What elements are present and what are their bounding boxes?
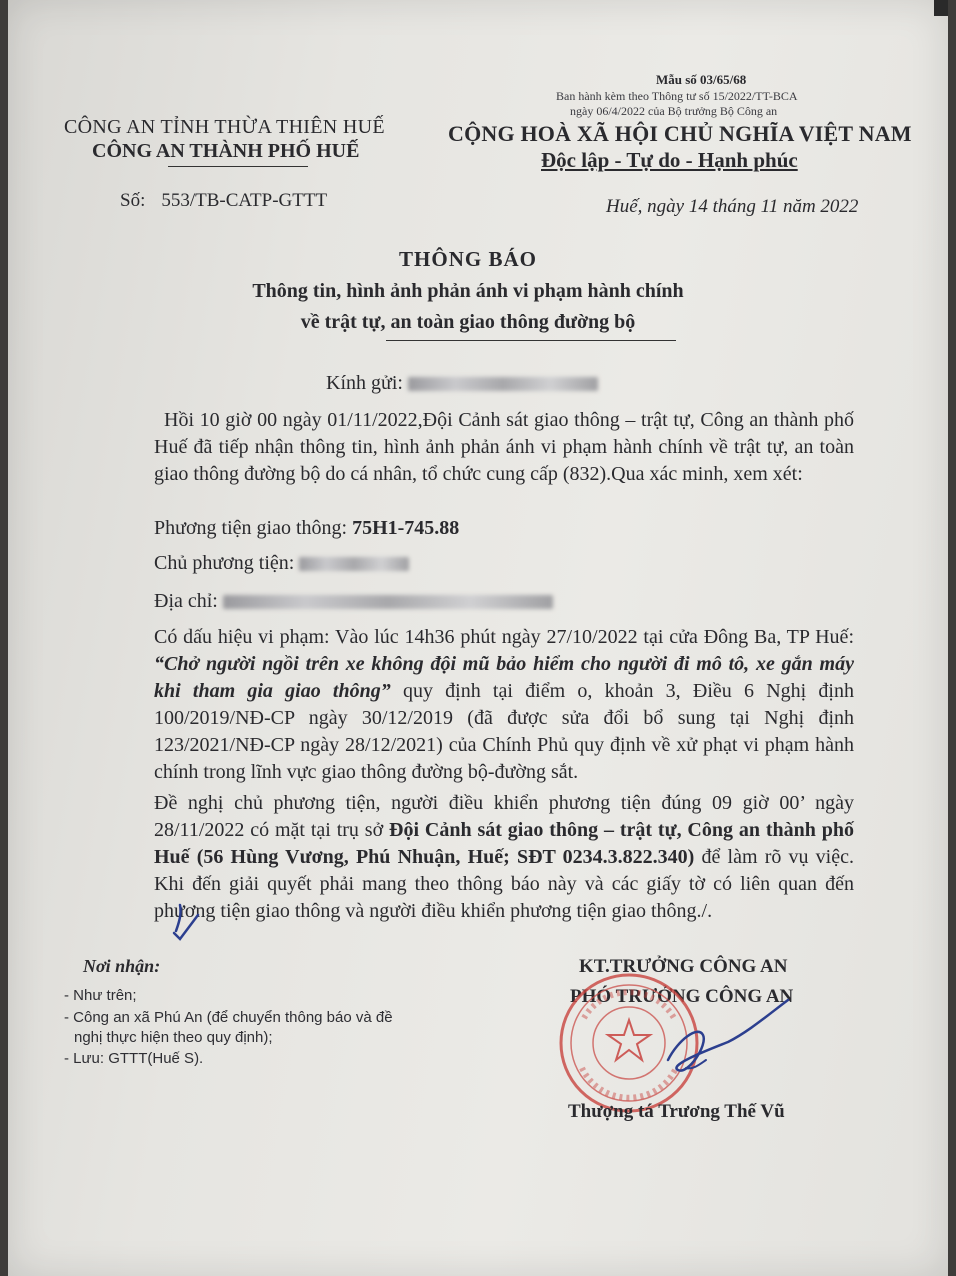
recipients-title: Nơi nhận: xyxy=(83,956,161,976)
country-name: CỘNG HOÀ XÃ HỘI CHỦ NGHĨA VIỆT NAM xyxy=(448,121,912,146)
signature-title-2: PHÓ TRƯỞNG CÔNG AN xyxy=(570,986,794,1007)
agency-parent: CÔNG AN TỈNH THỪA THIÊN HUẾ xyxy=(64,116,385,138)
violation-quote: “Chở người ngồi trên xe không đội mũ bảo hiểm cho người đi mô tô, xe gắn máy khi tham gia giao thông” xyxy=(154,653,854,702)
recipient-name-redacted xyxy=(408,377,598,391)
agency-underline xyxy=(168,166,308,167)
document-subtitle-2: về trật tự, an toàn giao thông đường bộ xyxy=(300,311,636,333)
document-number-label: Số: xyxy=(120,190,146,211)
country-motto: Độc lập - Tự do - Hạnh phúc xyxy=(541,148,798,172)
request-paragraph xyxy=(154,790,854,925)
address-label: Địa chỉ: xyxy=(154,590,218,612)
form-legal-basis: Ban hành kèm theo Thông tư số 15/2022/TT-BCA xyxy=(556,89,798,103)
document-subtitle-1: Thông tin, hình ảnh phản ánh vi phạm hành chính xyxy=(252,280,684,302)
violation-prefix: Có dấu hiệu vi phạm: Vào lúc 14h36 phút ngày 27/10/2022 tại cửa Đông Ba, TP Huế: xyxy=(154,626,854,648)
document-number-value: 553/TB-CATP-GTTT xyxy=(161,190,328,211)
title-underline xyxy=(386,340,676,341)
place-date: Huế, ngày 14 tháng 11 năm 2022 xyxy=(606,196,859,217)
recipient-item: - Lưu: GTTT(Huế S). xyxy=(64,1050,204,1067)
vehicle-line xyxy=(154,517,459,540)
address-line xyxy=(154,590,553,613)
request-prefix: Đề nghị chủ phương tiện, người điều khiển phương tiện đúng 09 giờ 00’ ngày 28/11/2022 có mặt tại trụ sở xyxy=(154,792,854,841)
form-legal-basis-date: ngày 06/4/2022 của Bộ trưởng Bộ Công an xyxy=(570,104,778,118)
handwritten-signature xyxy=(608,980,798,1090)
document-number xyxy=(120,190,327,212)
document-title: THÔNG BÁO xyxy=(399,247,537,271)
owner-label: Chủ phương tiện: xyxy=(154,552,295,574)
page-corner-shadow xyxy=(934,0,948,16)
recipient-label: Kính gửi: xyxy=(326,372,403,394)
violation-paragraph xyxy=(154,624,854,786)
recipient-item: nghị thực hiện theo quy định); xyxy=(74,1029,273,1046)
recipient-item: - Như trên; xyxy=(64,987,137,1004)
signer-name: Thượng tá Trương Thế Vũ xyxy=(568,1101,785,1122)
document-page xyxy=(8,0,948,1276)
violation-legal-basis: quy định tại điểm o, khoản 3, Điều 6 Nghị định 100/2019/NĐ-CP ngày 30/12/2019 (đã được sửa đổi bổ sung tại Nghị định 123/2021/NĐ-CP ngày 28/12/2021) của Chính Phủ quy định về xử phạt vi phạm hành chính trong lĩnh vực giao thông đường bộ-đường sắt. xyxy=(154,680,854,783)
form-number: Mẫu số 03/65/68 xyxy=(656,72,747,87)
recipient-line xyxy=(326,372,598,395)
request-suffix: để làm rõ vụ việc. Khi đến giải quyết phải mang theo thông báo này và các giấy tờ có liên quan đến phương tiện giao thông và người điều khiển phương tiện giao thông./. xyxy=(154,846,854,922)
agency-name: CÔNG AN THÀNH PHỐ HUẾ xyxy=(92,140,360,162)
recipient-item: - Công an xã Phú An (để chuyển thông báo và đề xyxy=(64,1009,393,1026)
request-office: Đội Cảnh sát giao thông – trật tự, Công an thành phố Huế (56 Hùng Vương, Phú Nhuận, Huế; SĐT 0234.3.822.340) xyxy=(154,819,855,868)
vehicle-plate: 75H1-745.88 xyxy=(352,517,460,539)
intro-paragraph: Hồi 10 giờ 00 ngày 01/11/2022,Đội Cảnh sát giao thông – trật tự, Công an thành phố Huế đã tiếp nhận thông tin, hình ảnh phản ánh vi phạm hành chính về trật tự, an toàn giao thông đường bộ do cá nhân, tổ chức cung cấp (832).Qua xác minh, xem xét: xyxy=(154,409,854,485)
owner-name-redacted xyxy=(299,557,409,571)
signature-title-1: KT.TRƯỞNG CÔNG AN xyxy=(579,956,788,977)
checkmark-icon xyxy=(158,875,208,945)
vehicle-label: Phương tiện giao thông: xyxy=(154,517,348,539)
address-redacted xyxy=(223,595,553,609)
owner-line xyxy=(154,552,409,575)
